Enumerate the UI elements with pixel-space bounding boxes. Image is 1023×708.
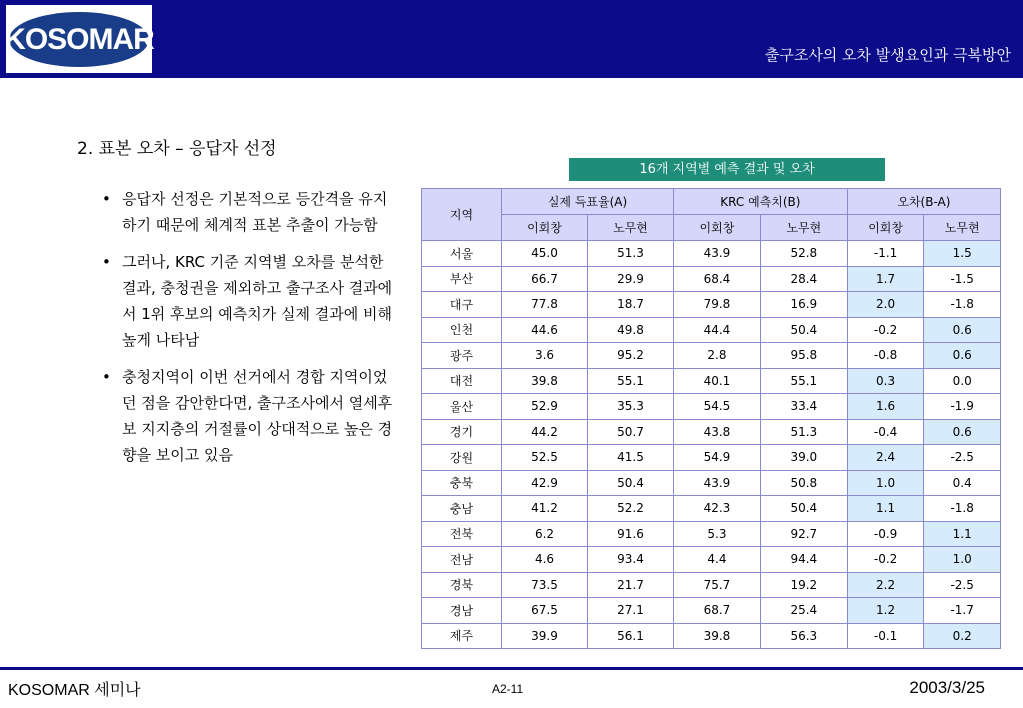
- header-subtitle: 출구조사의 오차 발생요인과 극복방안: [764, 46, 1011, 64]
- logo-text: KOSOMAR: [4, 22, 154, 56]
- value-cell: 21.7: [587, 572, 673, 598]
- value-cell: -0.2: [847, 547, 924, 573]
- value-cell: 0.6: [924, 343, 1001, 369]
- footer-date: 2003/3/25: [909, 678, 985, 697]
- value-cell: 0.6: [924, 419, 1001, 445]
- value-cell: 43.9: [674, 241, 761, 267]
- value-cell: 35.3: [587, 394, 673, 420]
- value-cell: 50.4: [760, 317, 847, 343]
- group-header-krc: KRC 예측치(B): [674, 189, 848, 215]
- value-cell: -1.7: [924, 598, 1001, 624]
- bullet-dot-icon: •: [102, 368, 111, 386]
- value-cell: 1.5: [924, 241, 1001, 267]
- col-header-candidate: 이회창: [502, 215, 588, 241]
- value-cell: 52.2: [587, 496, 673, 522]
- value-cell: -1.8: [924, 292, 1001, 318]
- value-cell: 19.2: [760, 572, 847, 598]
- value-cell: 5.3: [674, 521, 761, 547]
- logo-oval: [4, 12, 154, 67]
- value-cell: 51.3: [587, 241, 673, 267]
- table-row: [422, 317, 1001, 343]
- table-row: [422, 547, 1001, 573]
- value-cell: 1.0: [924, 547, 1001, 573]
- value-cell: 55.1: [587, 368, 673, 394]
- bullet-text: 그러나, KRC 기준 지역별 오차를 분석한 결과, 충청권을 제외하고 출구조사 결과에서 1위 후보의 예측치가 실제 결과에 비해 높게 나타남: [122, 253, 393, 349]
- value-cell: 27.1: [587, 598, 673, 624]
- table-row: [422, 572, 1001, 598]
- region-cell: 제주: [422, 623, 502, 649]
- value-cell: 43.9: [674, 470, 761, 496]
- value-cell: 51.3: [760, 419, 847, 445]
- value-cell: 25.4: [760, 598, 847, 624]
- value-cell: 55.1: [760, 368, 847, 394]
- value-cell: 39.8: [502, 368, 588, 394]
- value-cell: 79.8: [674, 292, 761, 318]
- value-cell: 44.4: [674, 317, 761, 343]
- value-cell: 39.0: [760, 445, 847, 471]
- table-row: [422, 343, 1001, 369]
- page-number: A2-11: [492, 682, 524, 696]
- value-cell: 52.9: [502, 394, 588, 420]
- value-cell: 95.2: [587, 343, 673, 369]
- bullet-dot-icon: •: [102, 253, 111, 271]
- value-cell: 18.7: [587, 292, 673, 318]
- value-cell: 95.8: [760, 343, 847, 369]
- value-cell: -2.5: [924, 572, 1001, 598]
- value-cell: 56.1: [587, 623, 673, 649]
- value-cell: -1.8: [924, 496, 1001, 522]
- value-cell: 0.6: [924, 317, 1001, 343]
- region-cell: 충남: [422, 496, 502, 522]
- value-cell: 41.2: [502, 496, 588, 522]
- col-header-candidate: 이회창: [674, 215, 761, 241]
- value-cell: 41.5: [587, 445, 673, 471]
- value-cell: 68.7: [674, 598, 761, 624]
- region-cell: 대전: [422, 368, 502, 394]
- table-caption: 16개 지역별 예측 결과 및 오차: [569, 158, 885, 181]
- value-cell: 0.2: [924, 623, 1001, 649]
- value-cell: 42.3: [674, 496, 761, 522]
- bullet-list: [100, 186, 400, 479]
- table-row: [422, 266, 1001, 292]
- value-cell: 29.9: [587, 266, 673, 292]
- table-row: [422, 470, 1001, 496]
- value-cell: 66.7: [502, 266, 588, 292]
- region-cell: 경기: [422, 419, 502, 445]
- section-title: 2. 표본 오차 – 응답자 선정: [77, 139, 277, 159]
- bullet-item: [100, 249, 400, 353]
- table-row: [422, 241, 1001, 267]
- value-cell: 44.2: [502, 419, 588, 445]
- value-cell: 1.1: [847, 496, 924, 522]
- region-cell: 서울: [422, 241, 502, 267]
- value-cell: 39.8: [674, 623, 761, 649]
- value-cell: 52.5: [502, 445, 588, 471]
- value-cell: -1.9: [924, 394, 1001, 420]
- value-cell: -0.1: [847, 623, 924, 649]
- value-cell: -0.4: [847, 419, 924, 445]
- value-cell: 50.8: [760, 470, 847, 496]
- col-header-candidate: 노무현: [924, 215, 1001, 241]
- table-body: [422, 241, 1001, 649]
- value-cell: -2.5: [924, 445, 1001, 471]
- value-cell: 77.8: [502, 292, 588, 318]
- value-cell: 39.9: [502, 623, 588, 649]
- region-cell: 광주: [422, 343, 502, 369]
- value-cell: -0.9: [847, 521, 924, 547]
- value-cell: 1.0: [847, 470, 924, 496]
- value-cell: 54.5: [674, 394, 761, 420]
- header-bar: [0, 0, 1023, 78]
- value-cell: 40.1: [674, 368, 761, 394]
- value-cell: 68.4: [674, 266, 761, 292]
- value-cell: 6.2: [502, 521, 588, 547]
- table-row: [422, 445, 1001, 471]
- value-cell: 43.8: [674, 419, 761, 445]
- value-cell: 0.4: [924, 470, 1001, 496]
- value-cell: -1.1: [847, 241, 924, 267]
- region-cell: 대구: [422, 292, 502, 318]
- value-cell: -0.2: [847, 317, 924, 343]
- bullet-text: 충청지역이 이번 선거에서 경합 지역이었던 점을 감안한다면, 출구조사에서 열세후보 지지층의 거절률이 상대적으로 높은 경향을 보이고 있음: [122, 368, 393, 464]
- value-cell: 92.7: [760, 521, 847, 547]
- value-cell: 28.4: [760, 266, 847, 292]
- value-cell: 33.4: [760, 394, 847, 420]
- value-cell: 54.9: [674, 445, 761, 471]
- value-cell: 94.4: [760, 547, 847, 573]
- value-cell: 50.4: [587, 470, 673, 496]
- table-row: [422, 419, 1001, 445]
- value-cell: 0.0: [924, 368, 1001, 394]
- value-cell: 16.9: [760, 292, 847, 318]
- value-cell: 1.1: [924, 521, 1001, 547]
- value-cell: 91.6: [587, 521, 673, 547]
- value-cell: 2.4: [847, 445, 924, 471]
- region-cell: 전남: [422, 547, 502, 573]
- value-cell: 1.6: [847, 394, 924, 420]
- value-cell: 2.2: [847, 572, 924, 598]
- region-cell: 전북: [422, 521, 502, 547]
- value-cell: 42.9: [502, 470, 588, 496]
- value-cell: 2.8: [674, 343, 761, 369]
- value-cell: 4.6: [502, 547, 588, 573]
- value-cell: 1.2: [847, 598, 924, 624]
- table-row: [422, 368, 1001, 394]
- value-cell: 75.7: [674, 572, 761, 598]
- table-row: [422, 292, 1001, 318]
- bullet-item: [100, 364, 400, 468]
- value-cell: 50.4: [760, 496, 847, 522]
- value-cell: 50.7: [587, 419, 673, 445]
- region-cell: 강원: [422, 445, 502, 471]
- value-cell: 67.5: [502, 598, 588, 624]
- table-row: [422, 521, 1001, 547]
- group-header-actual: 실제 득표율(A): [502, 189, 674, 215]
- region-cell: 충북: [422, 470, 502, 496]
- value-cell: 0.3: [847, 368, 924, 394]
- col-header-region: 지역: [422, 189, 502, 241]
- table-row: [422, 598, 1001, 624]
- region-cell: 경남: [422, 598, 502, 624]
- value-cell: 2.0: [847, 292, 924, 318]
- col-header-candidate: 노무현: [587, 215, 673, 241]
- region-cell: 울산: [422, 394, 502, 420]
- value-cell: 3.6: [502, 343, 588, 369]
- table-row: [422, 496, 1001, 522]
- col-header-candidate: 노무현: [760, 215, 847, 241]
- value-cell: -0.8: [847, 343, 924, 369]
- logo: [6, 5, 152, 73]
- region-error-table: [421, 188, 1001, 649]
- region-cell: 부산: [422, 266, 502, 292]
- bullet-item: [100, 186, 400, 238]
- value-cell: 44.6: [502, 317, 588, 343]
- footer-title: KOSOMAR 세미나: [8, 682, 141, 699]
- value-cell: 4.4: [674, 547, 761, 573]
- group-header-error: 오차(B-A): [847, 189, 1000, 215]
- region-cell: 인천: [422, 317, 502, 343]
- value-cell: 45.0: [502, 241, 588, 267]
- value-cell: 1.7: [847, 266, 924, 292]
- bullet-dot-icon: •: [102, 190, 111, 208]
- value-cell: 93.4: [587, 547, 673, 573]
- footer-divider: [0, 667, 1023, 670]
- value-cell: 49.8: [587, 317, 673, 343]
- value-cell: 52.8: [760, 241, 847, 267]
- value-cell: 73.5: [502, 572, 588, 598]
- region-cell: 경북: [422, 572, 502, 598]
- table-row: [422, 394, 1001, 420]
- value-cell: 56.3: [760, 623, 847, 649]
- value-cell: -1.5: [924, 266, 1001, 292]
- col-header-candidate: 이회창: [847, 215, 924, 241]
- bullet-text: 응답자 선정은 기본적으로 등간격을 유지하기 때문에 체계적 표본 추출이 가능함: [122, 190, 388, 234]
- table-row: [422, 623, 1001, 649]
